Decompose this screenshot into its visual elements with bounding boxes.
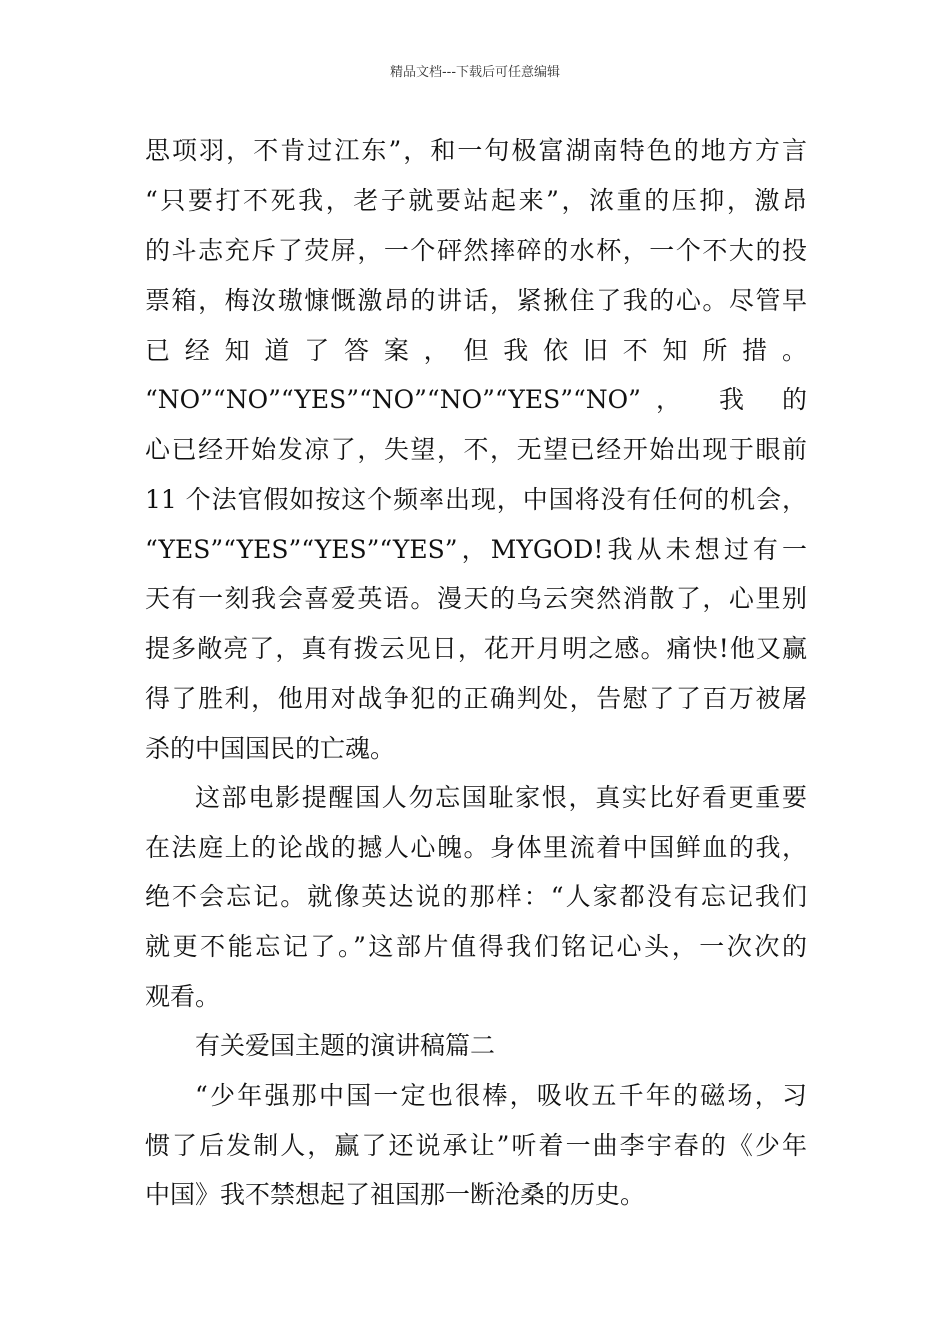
body-text-line: 惯了后发制人，赢了还说承让”听着一曲李宇春的《少年 <box>145 1131 807 1160</box>
body-text-line: “NO”“NO”“YES”“NO”“NO”“YES”“NO”， 我 的 <box>145 385 807 414</box>
body-text-line: 已 经 知 道 了 答 案 ， 但 我 依 旧 不 知 所 措 。 <box>145 336 807 365</box>
body-text-line: 中国》我不禁想起了祖国那一断沧桑的历史。 <box>145 1180 646 1209</box>
body-text-line: “只要打不死我，老子就要站起来”，浓重的压抑，激昂 <box>145 186 807 215</box>
body-text-line: 观看。 <box>145 982 221 1011</box>
body-text-line: 思项羽，不肯过江东”，和一句极富湖南特色的地方方言 <box>145 136 807 165</box>
section-heading: 有关爱国主题的演讲稿篇二 <box>195 1031 496 1060</box>
body-text-line: 的斗志充斥了荧屏，一个砰然摔碎的水杯，一个不大的投 <box>145 236 807 265</box>
paragraph-first-line: 这部电影提醒国人勿忘国耻家恨，真实比好看更重要 <box>195 783 807 812</box>
body-text-line: 天有一刻我会喜爱英语。漫天的乌云突然消散了，心里别 <box>145 584 807 613</box>
body-text-line: 提多敞亮了，真有拨云见日，花开月明之感。痛快!他又赢 <box>145 634 807 663</box>
body-text-line: 得了胜利，他用对战争犯的正确判处，告慰了了百万被屠 <box>145 684 807 713</box>
body-text-line: 杀的中国国民的亡魂。 <box>145 734 396 763</box>
body-text-line: “YES”“YES”“YES”“YES”，MYGOD!我从未想过有一 <box>145 535 807 564</box>
body-text-line: 绝不会忘记。就像英达说的那样：“人家都没有忘记我们 <box>145 882 807 911</box>
page-header: 精品文档---下载后可任意编辑 <box>389 65 561 80</box>
body-text-line: 心已经开始发凉了，失望，不，无望已经开始出现于眼前 <box>145 435 807 464</box>
body-text-line: 11 个法官假如按这个频率出现，中国将没有任何的机会， <box>145 485 807 514</box>
body-text-line: 票箱，梅汝璈慷慨激昂的讲话，紧揪住了我的心。尽管早 <box>145 286 807 315</box>
body-text-line: 就更不能忘记了。”这部片值得我们铭记心头，一次次的 <box>145 932 807 961</box>
body-text-line: 在法庭上的论战的撼人心魄。身体里流着中国鲜血的我， <box>145 833 807 862</box>
paragraph-first-line: “少年强那中国一定也很棒，吸收五千年的磁场，习 <box>195 1081 807 1110</box>
